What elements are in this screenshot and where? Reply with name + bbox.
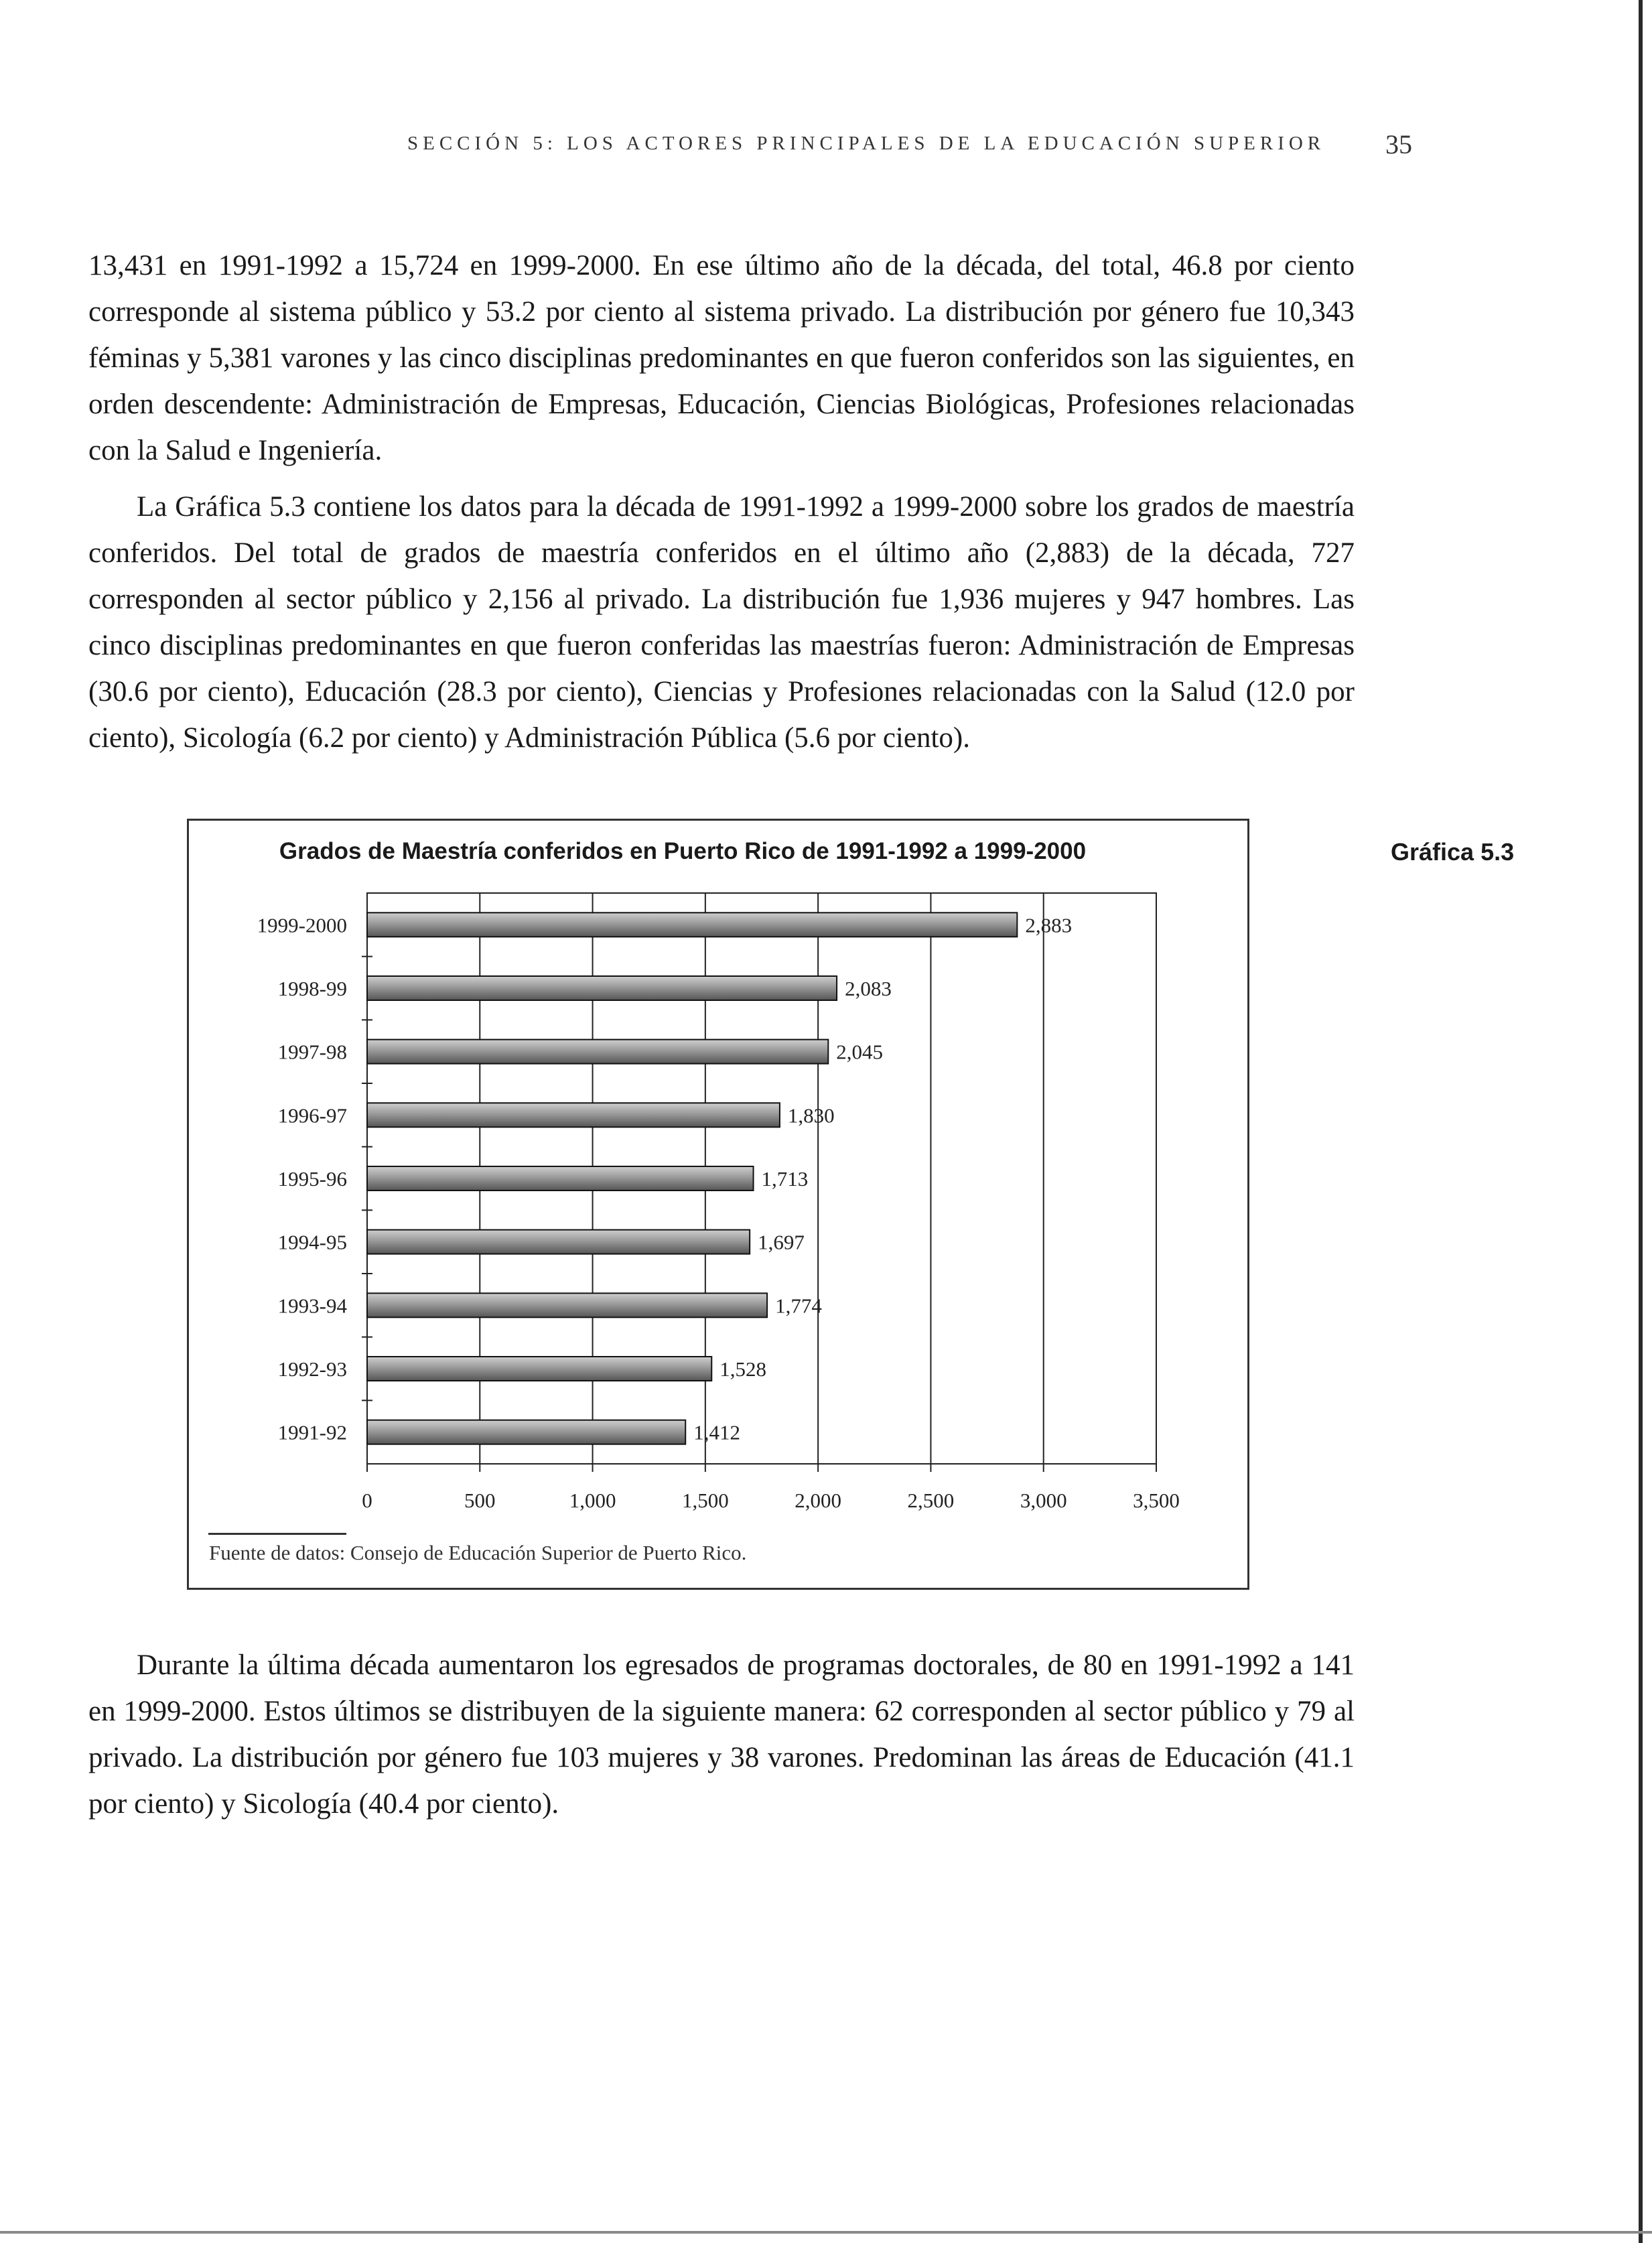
bar-value-label: 1,713	[761, 1167, 809, 1191]
paragraph-3: Durante la última década aumentaron los egresados de programas doctorales, de 80 en 1991-1992 a 141 en 1999-2000. Estos últimos se distribuyen de la siguiente manera: 62 corresponden al sector público y 79 al privado. La distribución por género fue 103 mujeres y 38 varones. Predominan las áreas de Educación (41.1 por ciento) y Sicología (40.4 por ciento).	[88, 1649, 1355, 1820]
category-label: 1992-93	[277, 1357, 347, 1381]
bar-1995-96	[367, 1166, 754, 1191]
bar-1994-95	[367, 1230, 750, 1254]
category-label: 1996-97	[277, 1103, 347, 1128]
bar-1993-94	[367, 1293, 767, 1317]
bar-value-label: 1,697	[758, 1230, 805, 1254]
bar-value-label: 2,883	[1025, 913, 1073, 937]
bar-value-label: 2,083	[845, 977, 892, 1000]
page-number: 35	[1385, 129, 1412, 159]
bar-value-label: 1,830	[787, 1103, 835, 1128]
bar-1999-2000	[367, 912, 1017, 937]
chart-title: Grados de Maestría conferidos en Puerto Rico de 1991-1992 a 1999-2000	[279, 838, 1087, 864]
bar-value-label: 1,412	[693, 1420, 740, 1444]
xtick-label: 1,000	[569, 1489, 616, 1512]
category-label: 1993-94	[277, 1294, 347, 1318]
category-label: 1994-95	[277, 1230, 347, 1254]
category-label: 1997-98	[277, 1040, 347, 1064]
source-rule	[208, 1533, 346, 1535]
category-label: 1998-99	[277, 977, 347, 1000]
xtick-label: 3,500	[1133, 1489, 1180, 1512]
xtick-label: 2,500	[907, 1489, 955, 1512]
xtick-label: 1,500	[681, 1489, 729, 1512]
xtick-label: 500	[464, 1489, 496, 1512]
bar-value-label: 1,774	[775, 1294, 822, 1318]
category-label: 1991-92	[277, 1420, 347, 1444]
category-label: 1999-2000	[257, 913, 347, 937]
running-head: SECCIÓN 5: LOS ACTORES PRINCIPALES DE LA EDUCACIÓN SUPERIOR	[407, 133, 1326, 154]
bar-1997-98	[367, 1040, 828, 1064]
category-label: 1995-96	[277, 1167, 347, 1191]
figure-source: Fuente de datos: Consejo de Educación Superior de Puerto Rico.	[209, 1541, 747, 1564]
bar-value-label: 1,528	[719, 1357, 767, 1381]
xtick-label: 2,000	[795, 1489, 842, 1512]
bar-1992-93	[367, 1357, 711, 1381]
bar-1991-92	[367, 1420, 685, 1444]
paragraph-1: 13,431 en 1991-1992 a 15,724 en 1999-2000. En ese último año de la década, del total, 46.8 por ciento corresponde al sistema público y 53.2 por ciento al sistema privado. La distribución por género fue 10,343 féminas y 5,381 varones y las cinco disciplinas predominantes en que fueron conferidos son las siguientes, en orden descendente: Administración de Empresas, Educación, Ciencias Biológicas, Profesiones relacionadas con la Salud e Ingeniería.	[88, 250, 1355, 466]
bar-1998-99	[367, 976, 837, 1000]
bar-1996-97	[367, 1103, 780, 1127]
xtick-label: 0	[362, 1489, 372, 1512]
figure-caption: Gráfica 5.3	[1391, 838, 1515, 866]
xtick-label: 3,000	[1020, 1489, 1067, 1512]
bar-value-label: 2,045	[836, 1040, 884, 1064]
paragraph-2: La Gráfica 5.3 contiene los datos para la década de 1991-1992 a 1999-2000 sobre los grados de maestría conferidos. Del total de grados de maestría conferidos en el último año (2,883) de la década, 727 corresponden al sector público y 2,156 al privado. La distribución fue 1,936 mujeres y 947 hombres. Las cinco disciplinas predominantes en que fueron conferidas las maestrías fueron: Administración de Empresas (30.6 por ciento), Educación (28.3 por ciento), Ciencias y Profesiones relacionadas con la Salud (12.0 por ciento), Sicología (6.2 por ciento) y Administración Pública (5.6 por ciento).	[88, 491, 1355, 754]
